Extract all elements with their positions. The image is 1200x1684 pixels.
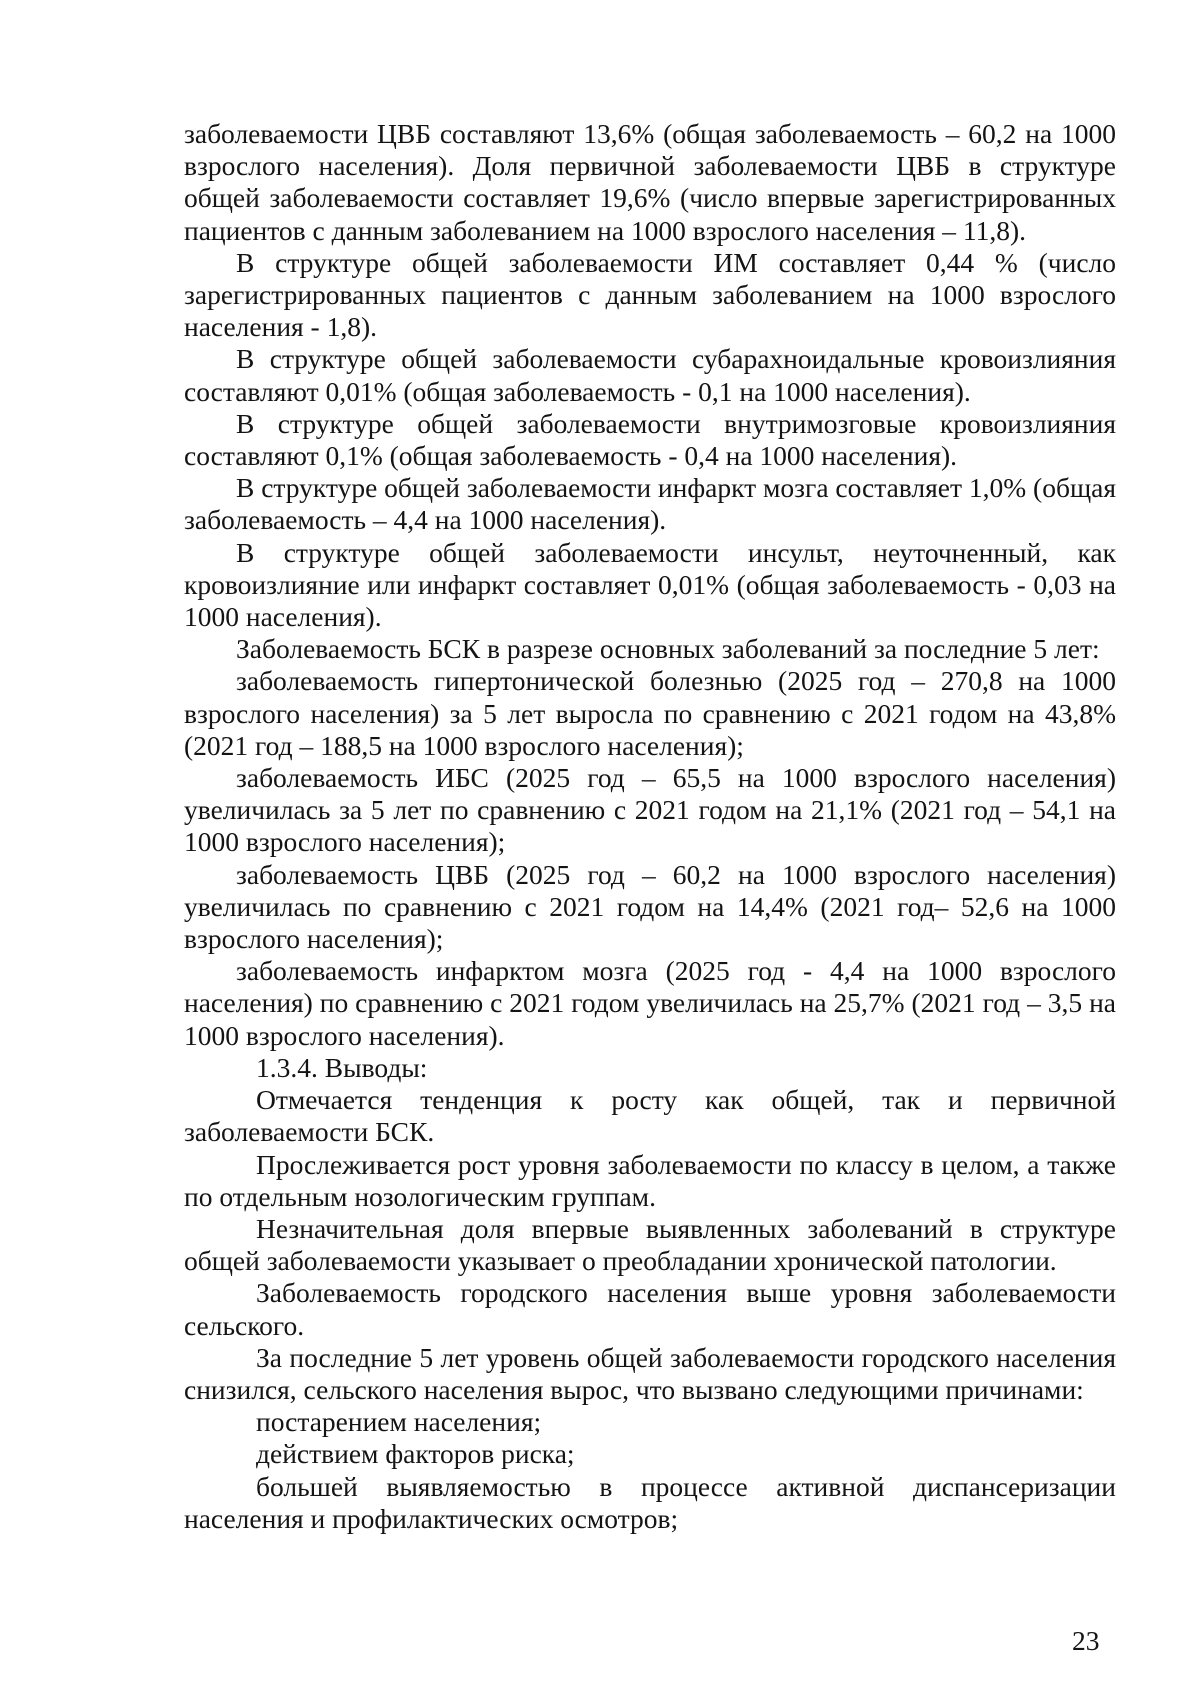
list-item-aging: постарением населения;	[256, 1406, 542, 1438]
paragraph-hypertension: заболеваемость гипертонической болезнью (2025 год – 270,8 на 1000 взрослого населения) за 5 лет выросла по сравнению с 2021 годом на 43,8% (2021 год – 188,5 на 1000 взрослого населения);	[184, 665, 1116, 761]
paragraph-ihd: заболеваемость ИБС (2025 год – 65,5 на 1000 взрослого населения) увеличилась за 5 лет по сравнению с 2021 годом на 21,1% (2021 год – 54,1 на 1000 взрослого населения);	[184, 762, 1116, 858]
paragraph-mi-share: В структуре общей заболеваемости ИМ составляет 0,44 % (число зарегистрированных пациентов с данным заболеванием на 1000 взрослого населения - 1,8).	[184, 246, 1116, 343]
paragraph-five-year-intro: Заболеваемость БСК в разрезе основных заболеваний за последние 5 лет:	[236, 633, 1100, 665]
document-body	[184, 118, 1116, 1535]
paragraph-intracerebral: В структуре общей заболеваемости внутримозговые кровоизлияния составляют 0,1% (общая заболеваемость - 0,4 на 1000 населения).	[184, 407, 1116, 472]
paragraph-conclusion-chronic: Незначительная доля впервые выявленных заболеваний в структуре общей заболеваемости указывает о преобладании хронической патологии.	[184, 1212, 1116, 1277]
paragraph-infarction-trend: заболеваемость инфарктом мозга (2025 год - 4,4 на 1000 взрослого населения) по сравнению с 2021 годом увеличилась на 25,7% (2021 год – 3,5 на 1000 взрослого населения).	[184, 955, 1116, 1051]
paragraph-stroke-unspecified: В структуре общей заболеваемости инсульт, неуточненный, как кровоизлияние или инфаркт составляет 0,01% (общая заболеваемость - 0,03 на 1000 населения).	[184, 536, 1116, 633]
section-heading-conclusions: 1.3.4. Выводы:	[256, 1051, 428, 1083]
list-item-risk-factors: действием факторов риска;	[256, 1438, 575, 1470]
paragraph-conclusion-five-years: За последние 5 лет уровень общей заболеваемости городского населения снизился, сельского населения вырос, что вызвано следующими причинами:	[184, 1341, 1116, 1405]
list-item-detection: большей выявляемостью в процессе активной диспансеризации населения и профилактических осмотров;	[184, 1470, 1116, 1534]
paragraph-conclusion-growth: Отмечается тенденция к росту как общей, так и первичной заболеваемости БСК.	[184, 1084, 1116, 1148]
paragraph-cvb-trend: заболеваемость ЦВБ (2025 год – 60,2 на 1000 взрослого населения) увеличилась по сравнению с 2021 годом на 14,4% (2021 год– 52,6 на 1000 взрослого населения);	[184, 858, 1116, 955]
paragraph-subarachnoid: В структуре общей заболеваемости субарахноидальные кровоизлияния составляют 0,01% (общая заболеваемость - 0,1 на 1000 населения).	[184, 343, 1116, 407]
paragraph-brain-infarction: В структуре общей заболеваемости инфаркт мозга составляет 1,0% (общая заболеваемость – 4,4 на 1000 населения).	[184, 472, 1116, 536]
page-number: 23	[1072, 1625, 1100, 1656]
paragraph-cvb-share: заболеваемости ЦВБ составляют 13,6% (общая заболеваемость – 60,2 на 1000 взрослого населения). Доля первичной заболеваемости ЦВБ в структуре общей заболеваемости составляет 19,6% (число впервые зарегистрированных пациентов с данным заболеванием на 1000 взрослого населения – 11,8).	[184, 118, 1116, 246]
paragraph-conclusion-class: Прослеживается рост уровня заболеваемости по классу в целом, а также по отдельным нозологическим группам.	[184, 1148, 1116, 1212]
paragraph-conclusion-urban-rural: Заболеваемость городского населения выше уровня заболеваемости сельского.	[184, 1277, 1116, 1341]
